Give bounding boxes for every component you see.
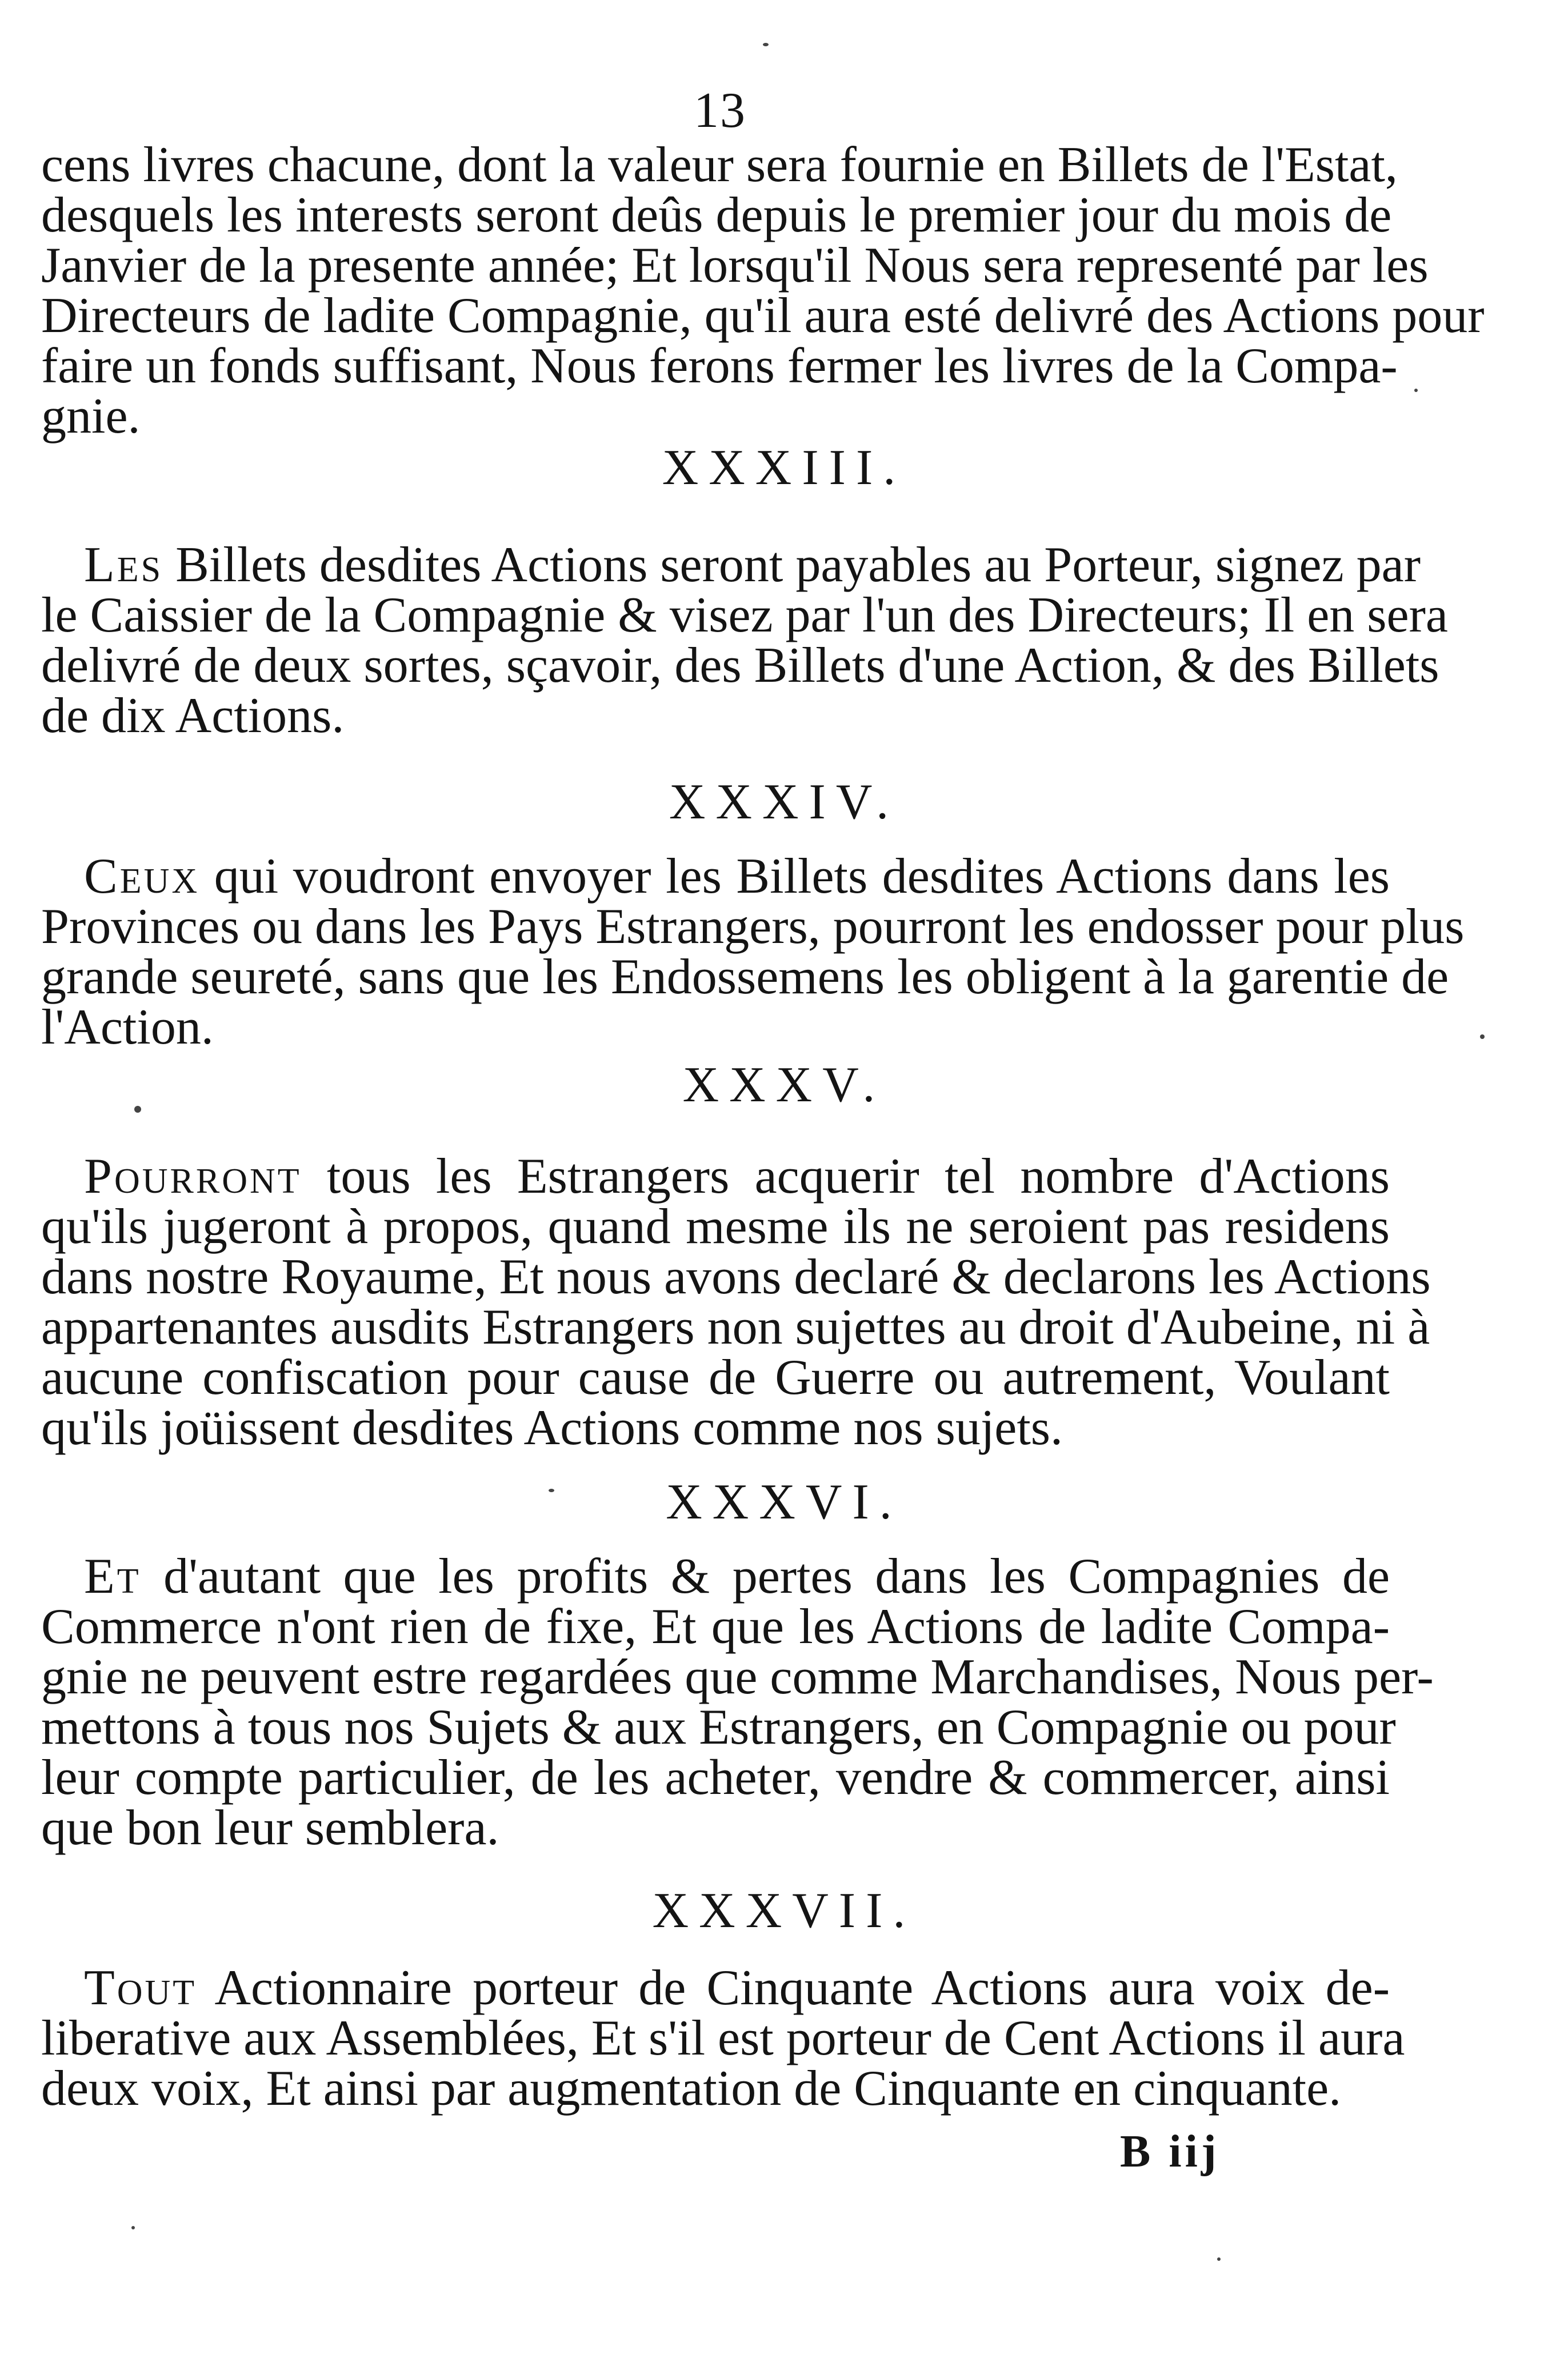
- text-line: Commerce n'ont rien de fixe, Et que les Actions de ladite Compa-: [41, 1599, 1390, 1654]
- text-line: desquels les interests seront deûs depuis le premier jour du mois de: [41, 187, 1392, 243]
- text-line: aucune confiscation pour cause de Guerre ou autrement, Voulant: [41, 1350, 1390, 1405]
- text-line: que bon leur semblera.: [41, 1800, 499, 1856]
- ink-speck: [1414, 389, 1418, 392]
- ink-speck: [763, 43, 769, 46]
- text-line-content: d'autant que les profits & pertes dans les Compagnies de: [163, 1549, 1390, 1604]
- text-line: appartenantes ausdits Estrangers non sujettes au droit d'Aubeine, ni à: [41, 1300, 1430, 1355]
- text-line: [41, 1549, 1390, 1604]
- text-line-content: Billets desdites Actions seront payables au Porteur, signez par: [175, 537, 1421, 593]
- text-line: deux voix, Et ainsi par augmentation de Cinquante en cinquante.: [41, 2061, 1342, 2116]
- text-line: grande seureté, sans que les Endossemens les obligent à la garentie de: [41, 949, 1449, 1005]
- text-line: Provinces ou dans les Pays Estrangers, pourront les endosser pour plus: [41, 899, 1465, 954]
- text-line: mettons à tous nos Sujets & aux Estrangers, en Compagnie ou pour: [41, 1700, 1396, 1755]
- intro-paragraph: [41, 137, 1485, 444]
- article-lead-word: Pourront: [84, 1149, 302, 1204]
- text-line: qu'ils jugeront à propos, quand mesme ils ne seroient pas residens: [41, 1199, 1390, 1254]
- article-heading: XXXIII.: [662, 440, 906, 495]
- page-number: 13: [694, 83, 746, 138]
- text-line-content: qui voudront envoyer les Billets desdites Actions dans les: [214, 849, 1390, 904]
- text-line-content: Actionnaire porteur de Cinquante Actions aura voix de-: [214, 1960, 1390, 2016]
- signature-mark: B iij: [1120, 2127, 1220, 2177]
- article-paragraph: [41, 1549, 1434, 1856]
- text-line: le Caissier de la Compagnie & visez par l'un des Directeurs; Il en sera: [41, 587, 1448, 643]
- article-heading: XXXVI.: [666, 1474, 902, 1530]
- text-line: qu'ils joüissent desdites Actions comme nos sujets.: [41, 1400, 1063, 1456]
- text-line: Directeurs de ladite Compagnie, qu'il aura esté delivré des Actions pour: [41, 288, 1485, 343]
- article-heading: XXXV.: [682, 1057, 886, 1113]
- article-paragraph: [41, 537, 1448, 744]
- ink-speck: [1217, 2257, 1221, 2261]
- text-line: gnie.: [41, 389, 141, 444]
- text-line: Janvier de la presente année; Et lorsqu'il Nous sera representé par les: [41, 238, 1429, 293]
- article-lead-word: Ceux: [84, 849, 200, 904]
- text-line: dans nostre Royaume, Et nous avons declaré & declarons les Actions: [41, 1249, 1431, 1305]
- text-line: [41, 537, 1421, 593]
- ink-speck: [549, 1489, 554, 1492]
- text-line: gnie ne peuvent estre regardées que comme Marchandises, Nous per-: [41, 1649, 1434, 1705]
- text-line: leur compte particulier, de les acheter, vendre & commercer, ainsi: [41, 1750, 1390, 1805]
- text-line: delivré de deux sortes, sçavoir, des Billets d'une Action, & des Billets: [41, 638, 1439, 693]
- text-line: de dix Actions.: [41, 688, 345, 744]
- text-line: [41, 849, 1390, 904]
- article-paragraph: [41, 849, 1465, 1055]
- article-paragraph: [41, 1960, 1405, 2116]
- ink-speck: [131, 2226, 135, 2229]
- article-heading: XXXIV.: [669, 774, 899, 830]
- article-heading: XXXVII.: [652, 1883, 916, 1939]
- text-line: cens livres chacune, dont la valeur sera fournie en Billets de l'Estat,: [41, 137, 1398, 193]
- ink-speck: [1480, 1034, 1485, 1039]
- text-line: faire un fonds suffisant, Nous ferons fermer les livres de la Compa-: [41, 338, 1398, 394]
- text-line: l'Action.: [41, 1000, 214, 1055]
- text-line: [41, 1149, 1390, 1204]
- article-lead-word: Les: [84, 537, 163, 593]
- ink-speck: [134, 1106, 141, 1113]
- text-line: [41, 1960, 1390, 2016]
- article-paragraph: [41, 1149, 1431, 1456]
- article-lead-word: Tout: [84, 1960, 197, 2016]
- text-line: liberative aux Assemblées, Et s'il est porteur de Cent Actions il aura: [41, 2011, 1405, 2066]
- article-lead-word: Et: [84, 1549, 141, 1604]
- text-line-content: tous les Estrangers acquerir tel nombre d'Actions: [326, 1149, 1390, 1204]
